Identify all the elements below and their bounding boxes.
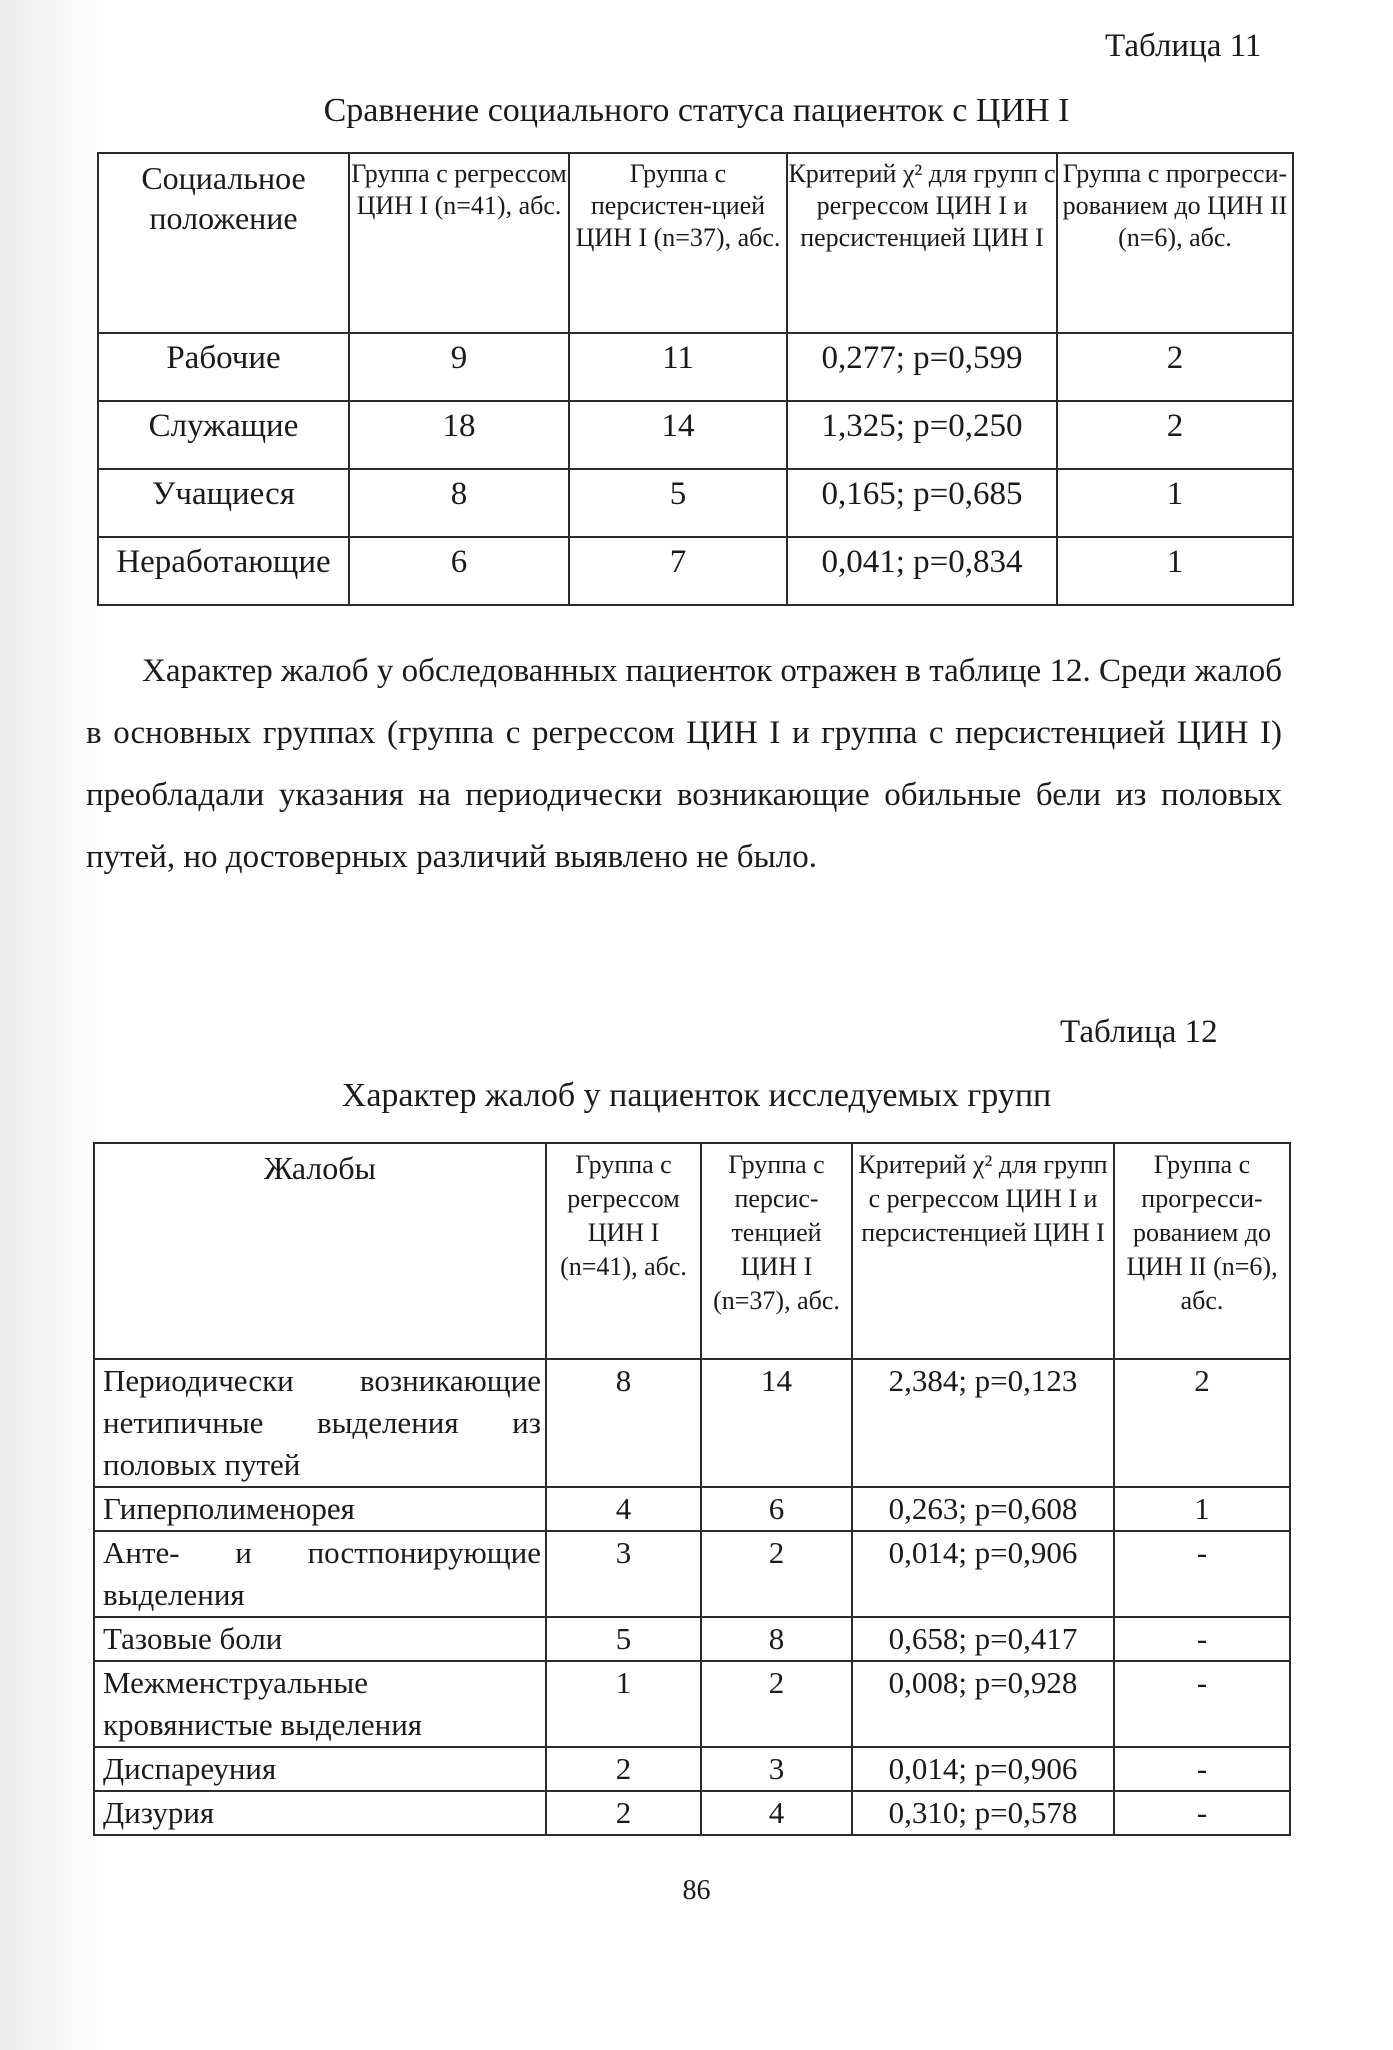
cell-chi2: 0,263; p=0,608 [852,1487,1114,1531]
scan-edge-shadow [0,0,105,2050]
table-row [94,1617,1290,1661]
row-label: Рабочие [98,333,349,401]
cell-persist: 2 [701,1531,852,1617]
cell-chi2: 0,165; p=0,685 [787,469,1057,537]
table-row [98,401,1293,469]
cell-regress: 4 [546,1487,701,1531]
cell-regress: 18 [349,401,569,469]
cell-persist: 7 [569,537,787,605]
cell-progress: 2 [1057,333,1293,401]
cell-progress: 1 [1057,537,1293,605]
cell-progress: - [1114,1617,1290,1661]
cell-progress: 1 [1114,1487,1290,1531]
cell-persist: 6 [701,1487,852,1531]
cell-persist: 8 [701,1617,852,1661]
row-label: Гиперполименорея [94,1487,546,1531]
cell-progress: - [1114,1747,1290,1791]
cell-chi2: 1,325; p=0,250 [787,401,1057,469]
row-label: Тазовые боли [94,1617,546,1661]
cell-progress: - [1114,1661,1290,1747]
table-11-label: Таблица 11 [1105,28,1262,64]
cell-chi2: 0,014; p=0,906 [852,1747,1114,1791]
cell-persist: 3 [701,1747,852,1791]
cell-persist: 2 [701,1661,852,1747]
table-row [98,333,1293,401]
row-label: Учащиеся [98,469,349,537]
table-row [98,537,1293,605]
table-11-title: Сравнение социального статуса пациенток с ЦИН I [323,92,1070,129]
table-row [98,469,1293,537]
table-row [94,1791,1290,1835]
paragraph-text: Характер жалоб у обследованных пациенток отражен в таблице 12. Среди жалоб в основных группах (группа с регрессом ЦИН I и группа с персистенцией ЦИН I) преобладали указания на периодически возникающие обильные бели из половых путей, но достоверных различий выявлено не было. [86,653,1282,875]
header-regress-group: Группа с регрессом ЦИН I (n=41), абс. [349,153,569,333]
body-paragraph [86,640,1282,888]
cell-chi2: 0,310; p=0,578 [852,1791,1114,1835]
cell-regress: 8 [349,469,569,537]
header-persist-group: Группа с персис-тенцией ЦИН I (n=37), абс. [701,1143,852,1359]
table-row [94,1359,1290,1487]
cell-progress: 2 [1057,401,1293,469]
header-social-position: Социальное положение [98,153,349,333]
table-header-row [98,153,1293,333]
cell-chi2: 0,014; p=0,906 [852,1531,1114,1617]
cell-persist: 11 [569,333,787,401]
complaints-table [93,1142,1291,1836]
cell-regress: 6 [349,537,569,605]
cell-persist: 4 [701,1791,852,1835]
cell-progress: - [1114,1531,1290,1617]
row-label: Неработающие [98,537,349,605]
table-row [94,1747,1290,1791]
cell-regress: 2 [546,1747,701,1791]
header-progress-group: Группа с прогресси-рованием до ЦИН II (n=6), абс. [1114,1143,1290,1359]
header-persist-group: Группа с персистен-цией ЦИН I (n=37), абс. [569,153,787,333]
cell-chi2: 0,277; p=0,599 [787,333,1057,401]
row-label: Служащие [98,401,349,469]
table-12-title: Характер жалоб у пациенток исследуемых групп [341,1077,1052,1114]
cell-regress: 3 [546,1531,701,1617]
header-complaints: Жалобы [94,1143,546,1359]
cell-progress: 2 [1114,1359,1290,1487]
cell-regress: 2 [546,1791,701,1835]
cell-chi2: 0,658; p=0,417 [852,1617,1114,1661]
row-label: Дизурия [94,1791,546,1835]
table-row [94,1487,1290,1531]
cell-regress: 8 [546,1359,701,1487]
header-regress-group: Группа с регрессом ЦИН I (n=41), абс. [546,1143,701,1359]
cell-persist: 14 [569,401,787,469]
cell-regress: 5 [546,1617,701,1661]
header-chi2: Критерий χ² для групп с регрессом ЦИН I и персистенцией ЦИН I [852,1143,1114,1359]
row-label: Диспареуния [94,1747,546,1791]
row-label: Периодически возникающие нетипичные выделения из половых путей [94,1359,546,1487]
cell-persist: 14 [701,1359,852,1487]
cell-chi2: 0,041; p=0,834 [787,537,1057,605]
cell-chi2: 2,384; p=0,123 [852,1359,1114,1487]
cell-regress: 1 [546,1661,701,1747]
header-chi2: Критерий χ² для групп с регрессом ЦИН I и персистенцией ЦИН I [787,153,1057,333]
table-row [94,1531,1290,1617]
cell-chi2: 0,008; p=0,928 [852,1661,1114,1747]
table-12-label: Таблица 12 [1060,1014,1218,1050]
page-number: 86 [682,1875,711,1906]
social-status-table [97,152,1294,606]
table-header-row [94,1143,1290,1359]
cell-persist: 5 [569,469,787,537]
row-label: Межменструальные кровянистые выделения [94,1661,546,1747]
cell-regress: 9 [349,333,569,401]
header-progress-group: Группа с прогресси-рованием до ЦИН II (n=6), абс. [1057,153,1293,333]
row-label: Анте- и постпонирующие выделения [94,1531,546,1617]
cell-progress: - [1114,1791,1290,1835]
table-row [94,1661,1290,1747]
cell-progress: 1 [1057,469,1293,537]
